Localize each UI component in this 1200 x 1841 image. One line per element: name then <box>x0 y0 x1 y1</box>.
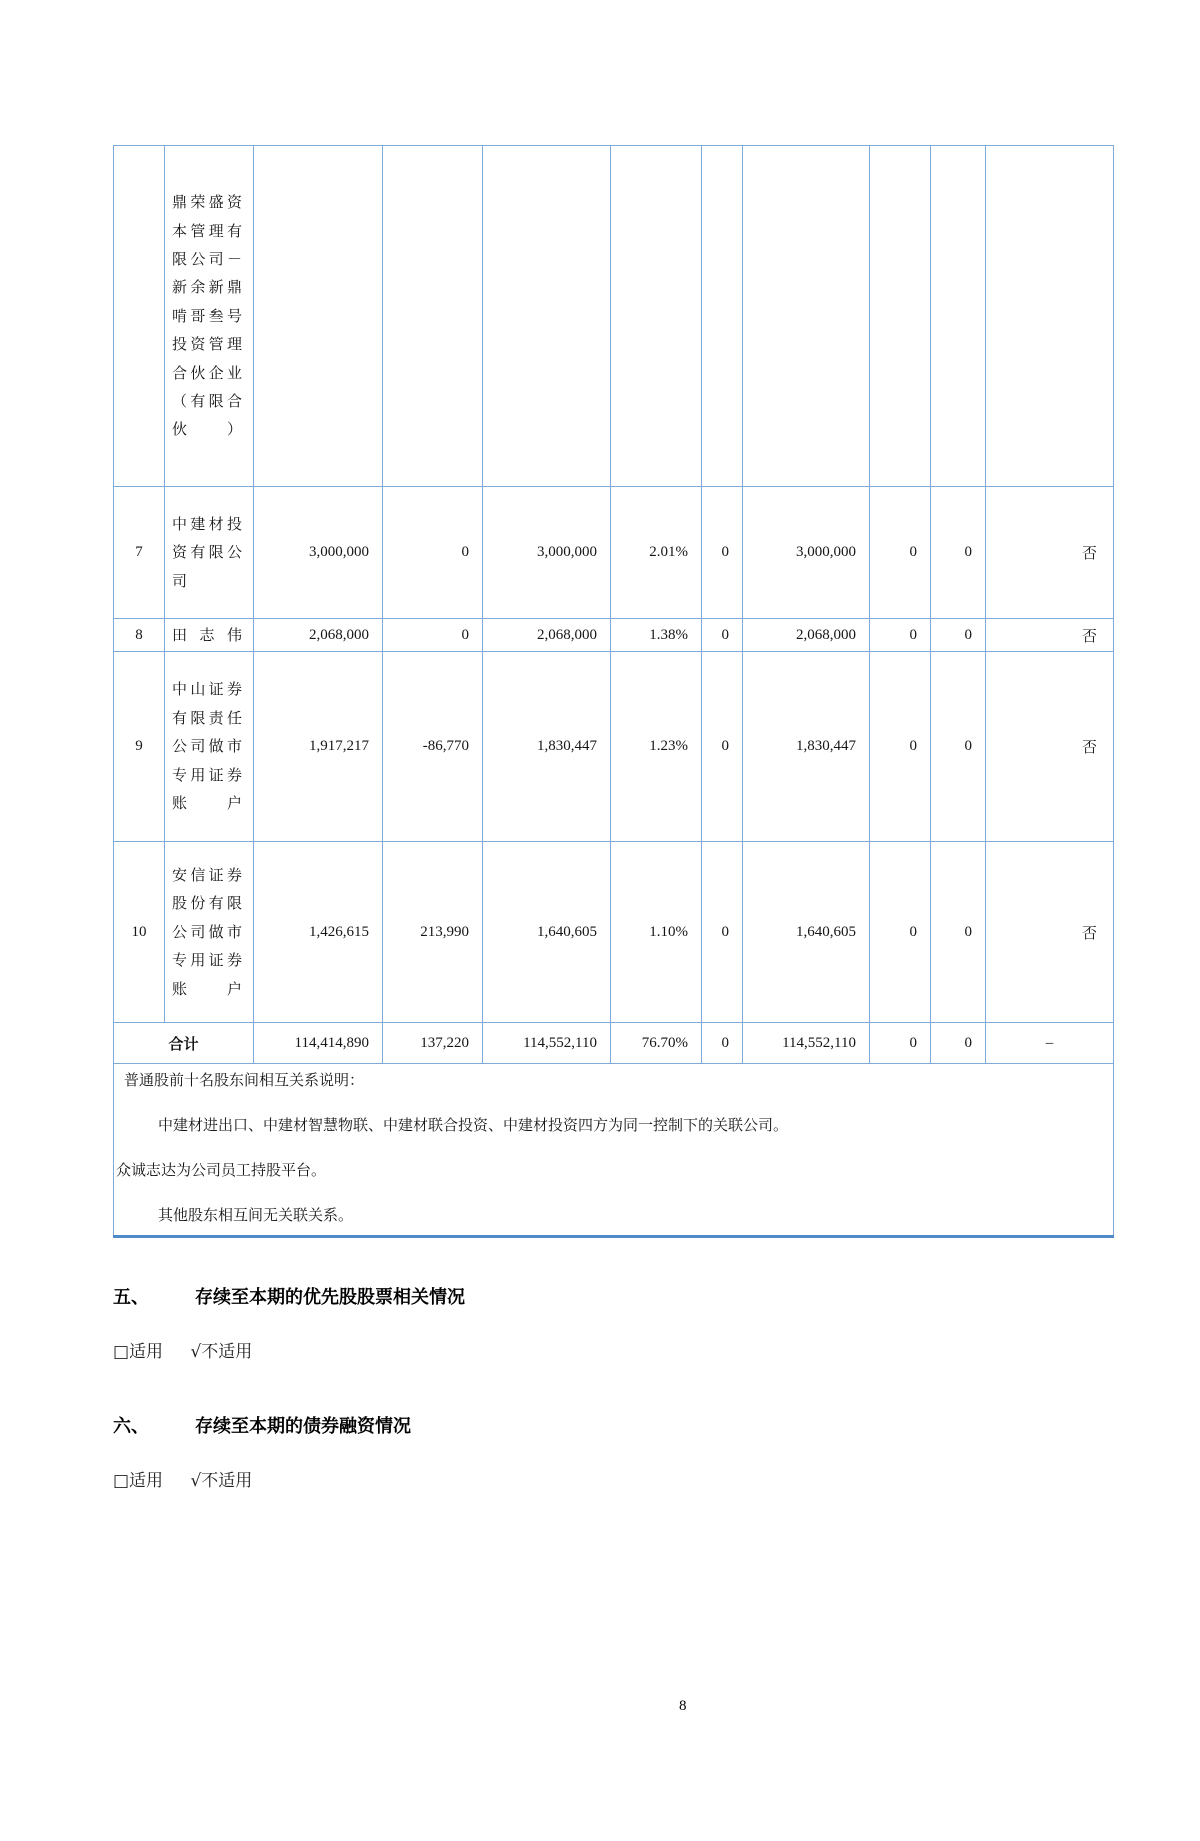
total-frozen-shares: 0 <box>931 1023 986 1064</box>
section-title: 存续至本期的优先股股票相关情况 <box>195 1287 465 1308</box>
holding-ratio: 2.01% <box>611 487 702 619</box>
document-page <box>0 145 1200 1714</box>
unrestricted-shares: 3,000,000 <box>743 487 870 619</box>
section-number: 六、 <box>113 1416 149 1437</box>
frozen-shares <box>931 146 986 487</box>
pledge-flag: 否 <box>986 619 1114 652</box>
section-title: 存续至本期的债券融资情况 <box>195 1416 411 1437</box>
shareholder-name: 安信证券股份有限公司做市专用证券账户 <box>165 842 254 1023</box>
holding-ratio: 1.10% <box>611 842 702 1023</box>
row-index: 9 <box>114 652 165 842</box>
shares-end: 1,640,605 <box>483 842 611 1023</box>
section-heading <box>113 1415 1200 1439</box>
frozen-shares: 0 <box>931 842 986 1023</box>
applicable-checkbox-label: □适用 <box>113 1342 164 1362</box>
pledged-shares: 0 <box>870 619 931 652</box>
shares-change: 0 <box>383 619 483 652</box>
notes-label: 普通股前十名股东间相互关系说明： <box>124 1071 365 1089</box>
shares-end: 3,000,000 <box>483 487 611 619</box>
shareholder-name: 鼎荣盛资本管理有限公司－新余新鼎啃哥叁号投资管理合伙企业（有限合伙） <box>165 146 254 487</box>
total-restricted-shares: 0 <box>702 1023 743 1064</box>
shareholder-name: 中山证券有限责任公司做市专用证券账户 <box>165 652 254 842</box>
table-row <box>114 652 1114 842</box>
section-bond-financing <box>113 1415 1200 1492</box>
section-number: 五、 <box>113 1287 149 1308</box>
total-unrestricted-shares: 114,552,110 <box>743 1023 870 1064</box>
restricted-shares <box>702 146 743 487</box>
top-shareholders-table <box>113 145 1114 1238</box>
shares-begin: 1,917,217 <box>254 652 383 842</box>
section-heading <box>113 1286 1200 1310</box>
shareholder-name: 田志伟 <box>165 619 254 652</box>
notes-line: 众诚志达为公司员工持股平台。 <box>116 1161 327 1179</box>
shares-end <box>483 146 611 487</box>
holding-ratio: 1.23% <box>611 652 702 842</box>
pledge-flag: 否 <box>986 842 1114 1023</box>
total-shares-begin: 114,414,890 <box>254 1023 383 1064</box>
table-row <box>114 146 1114 487</box>
shares-begin: 2,068,000 <box>254 619 383 652</box>
restricted-shares: 0 <box>702 842 743 1023</box>
shares-change <box>383 146 483 487</box>
total-row <box>114 1023 1114 1064</box>
row-index: 7 <box>114 487 165 619</box>
page-number: 8 <box>679 1698 687 1714</box>
applicable-checkbox-label: □适用 <box>113 1471 164 1491</box>
pledge-flag <box>986 146 1114 487</box>
shares-change: 0 <box>383 487 483 619</box>
pledged-shares <box>870 146 931 487</box>
pledge-flag: 否 <box>986 652 1114 842</box>
table-row <box>114 842 1114 1023</box>
shares-change: -86,770 <box>383 652 483 842</box>
unrestricted-shares <box>743 146 870 487</box>
holding-ratio: 1.38% <box>611 619 702 652</box>
frozen-shares: 0 <box>931 652 986 842</box>
restricted-shares: 0 <box>702 652 743 842</box>
notes-line: 其他股东相互间无关联关系。 <box>158 1206 354 1224</box>
shares-begin: 1,426,615 <box>254 842 383 1023</box>
relationship-notes-row <box>114 1064 1114 1237</box>
row-index: 10 <box>114 842 165 1023</box>
total-shares-change: 137,220 <box>383 1023 483 1064</box>
pledged-shares: 0 <box>870 842 931 1023</box>
pledged-shares: 0 <box>870 652 931 842</box>
total-pledged-shares: 0 <box>870 1023 931 1064</box>
pledge-flag: 否 <box>986 487 1114 619</box>
shares-end: 1,830,447 <box>483 652 611 842</box>
row-index <box>114 146 165 487</box>
frozen-shares: 0 <box>931 487 986 619</box>
restricted-shares: 0 <box>702 487 743 619</box>
restricted-shares: 0 <box>702 619 743 652</box>
not-applicable-checked-label: √不适用 <box>190 1342 253 1362</box>
applicability-line <box>113 1341 1200 1363</box>
section-preferred-shares <box>113 1286 1200 1363</box>
holding-ratio <box>611 146 702 487</box>
table-row <box>114 487 1114 619</box>
not-applicable-checked-label: √不适用 <box>190 1471 253 1491</box>
total-label: 合计 <box>114 1023 254 1064</box>
table-row <box>114 619 1114 652</box>
unrestricted-shares: 1,830,447 <box>743 652 870 842</box>
shares-begin: 3,000,000 <box>254 487 383 619</box>
shares-begin <box>254 146 383 487</box>
frozen-shares: 0 <box>931 619 986 652</box>
shares-change: 213,990 <box>383 842 483 1023</box>
pledged-shares: 0 <box>870 487 931 619</box>
unrestricted-shares: 2,068,000 <box>743 619 870 652</box>
relationship-notes-cell <box>114 1064 1114 1237</box>
total-pledge-flag: – <box>986 1023 1114 1064</box>
unrestricted-shares: 1,640,605 <box>743 842 870 1023</box>
applicability-line <box>113 1470 1200 1492</box>
total-shares-end: 114,552,110 <box>483 1023 611 1064</box>
shares-end: 2,068,000 <box>483 619 611 652</box>
notes-line: 中建材进出口、中建材智慧物联、中建材联合投资、中建材投资四方为同一控制下的关联公司。 <box>158 1116 789 1134</box>
shareholder-name: 中建材投资有限公司 <box>165 487 254 619</box>
total-holding-ratio: 76.70% <box>611 1023 702 1064</box>
row-index: 8 <box>114 619 165 652</box>
